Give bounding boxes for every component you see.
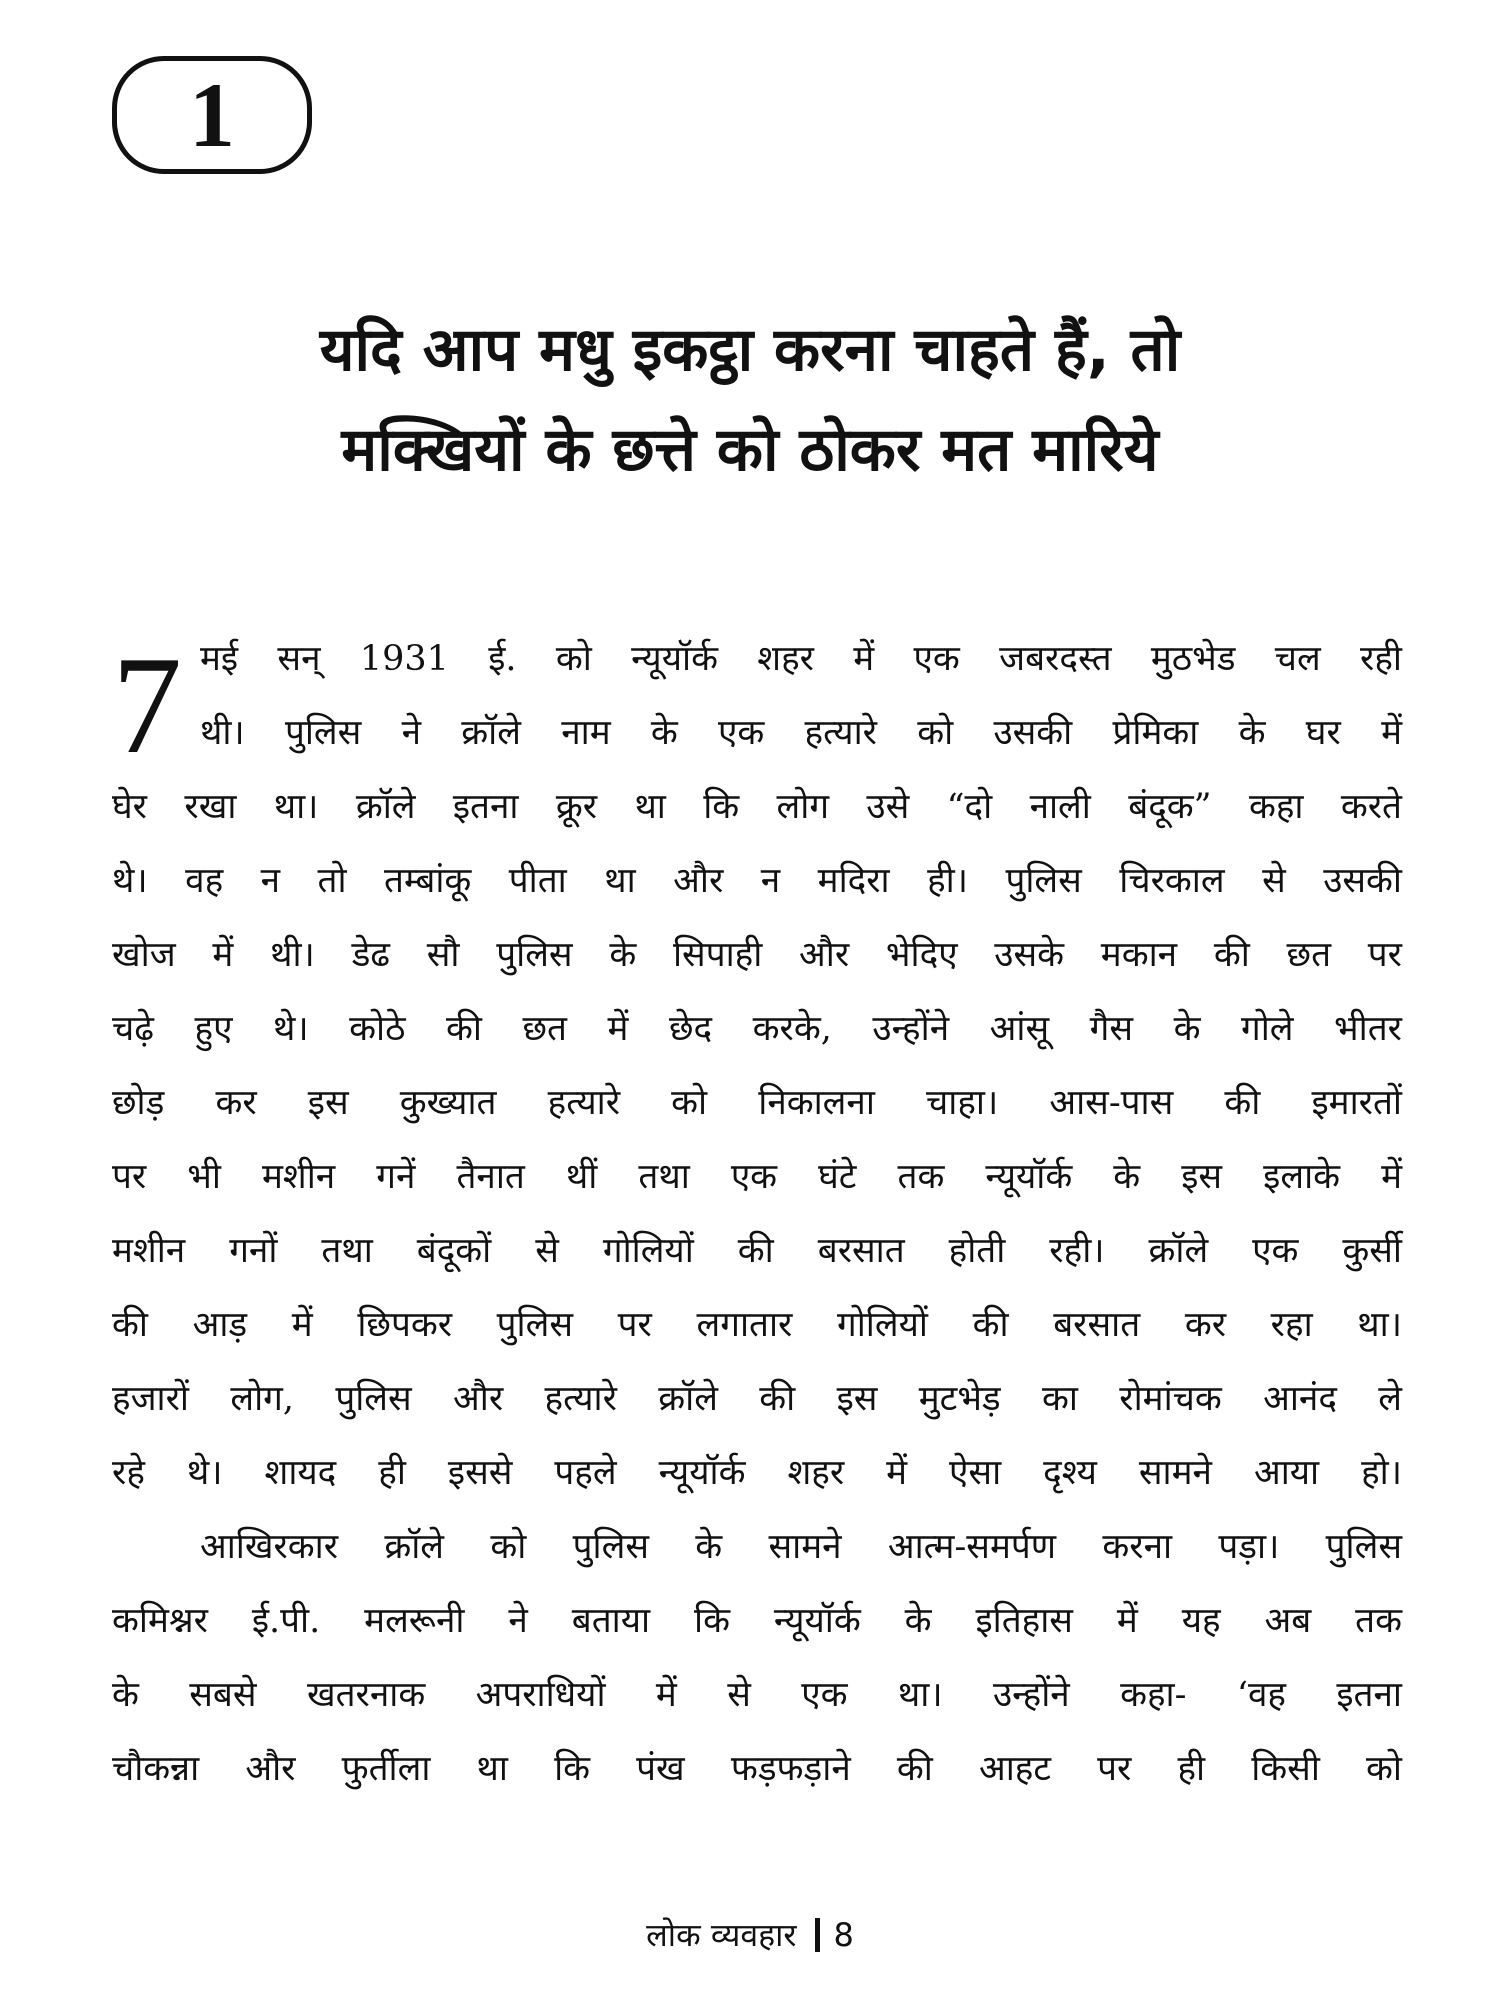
chapter-title-line: मक्खियों के छत्ते को ठोकर मत मारिये (341, 415, 1159, 485)
footer-separator (815, 1918, 820, 1952)
text-line: हजारों लोग, पुलिस और हत्यारे क्रॉले की इस मुटभेड़ का रोमांचक आनंद ले (112, 1379, 1402, 1419)
text-line: खोज में थी। डेढ सौ पुलिस के सिपाही और भेदिए उसके मकान की छत पर (112, 935, 1402, 975)
text-line: आखिरकार क्रॉले को पुलिस के सामने आत्म-समर्पण करना पड़ा। पुलिस (200, 1527, 1402, 1567)
text-line: मशीन गनों तथा बंदूकों से गोलियों की बरसात होती रही। क्रॉले एक कुर्सी (112, 1231, 1402, 1271)
text-line: छोड़ कर इस कुख्यात हत्यारे को निकालना चाहा। आस-पास की इमारतों (112, 1083, 1402, 1123)
text-line: चढ़े हुए थे। कोठे की छत में छेद करके, उन्होंने आंसू गैस के गोले भीतर (112, 1009, 1402, 1049)
chapter-number: 1 (189, 64, 235, 166)
text-line: पर भी मशीन गनें तैनात थीं तथा एक घंटे तक न्यूयॉर्क के इस इलाके में (112, 1157, 1402, 1197)
text-line: चौकन्ना और फुर्तीला था कि पंख फड़फड़ाने की आहट पर ही किसी को (112, 1749, 1402, 1789)
chapter-title (160, 300, 1340, 500)
text-line: घेर रखा था। क्रॉले इतना क्रूर था कि लोग उसे “दो नाली बंदूक” कहा करते (112, 787, 1402, 827)
text-line: के सबसे खतरनाक अपराधियों में से एक था। उन्होंने कहा- ‘वह इतना (112, 1675, 1402, 1715)
text-line: रहे थे। शायद ही इससे पहले न्यूयॉर्क शहर में ऐसा दृश्य सामने आया हो। (112, 1453, 1402, 1493)
page-footer (0, 1915, 1500, 1955)
text-line: थी। पुलिस ने क्रॉले नाम के एक हत्यारे को उसकी प्रेमिका के घर में (200, 713, 1402, 753)
chapter-title-line: यदि आप मधु इकट्ठा करना चाहते हैं, तो (319, 315, 1181, 385)
paragraph-1 (112, 622, 1402, 1510)
chapter-number-badge (112, 56, 312, 174)
paragraph-2 (112, 1510, 1402, 1806)
page-number: 8 (833, 1916, 854, 1954)
body-text (112, 622, 1402, 1806)
footer-book-title: लोक व्यवहार (646, 1916, 797, 1954)
text-line: थे। वह न तो तम्बांकू पीता था और न मदिरा ही। पुलिस चिरकाल से उसकी (112, 861, 1402, 901)
text-line: की आड़ में छिपकर पुलिस पर लगातार गोलियों की बरसात कर रहा था। (112, 1305, 1402, 1345)
text-line: कमिश्नर ई.पी. मलरूनी ने बताया कि न्यूयॉर्क के इतिहास में यह अब तक (112, 1601, 1402, 1641)
drop-cap: 7 (112, 628, 182, 783)
text-line: मई सन् 1931 ई. को न्यूयॉर्क शहर में एक जबरदस्त मुठभेड चल रही (200, 639, 1402, 679)
